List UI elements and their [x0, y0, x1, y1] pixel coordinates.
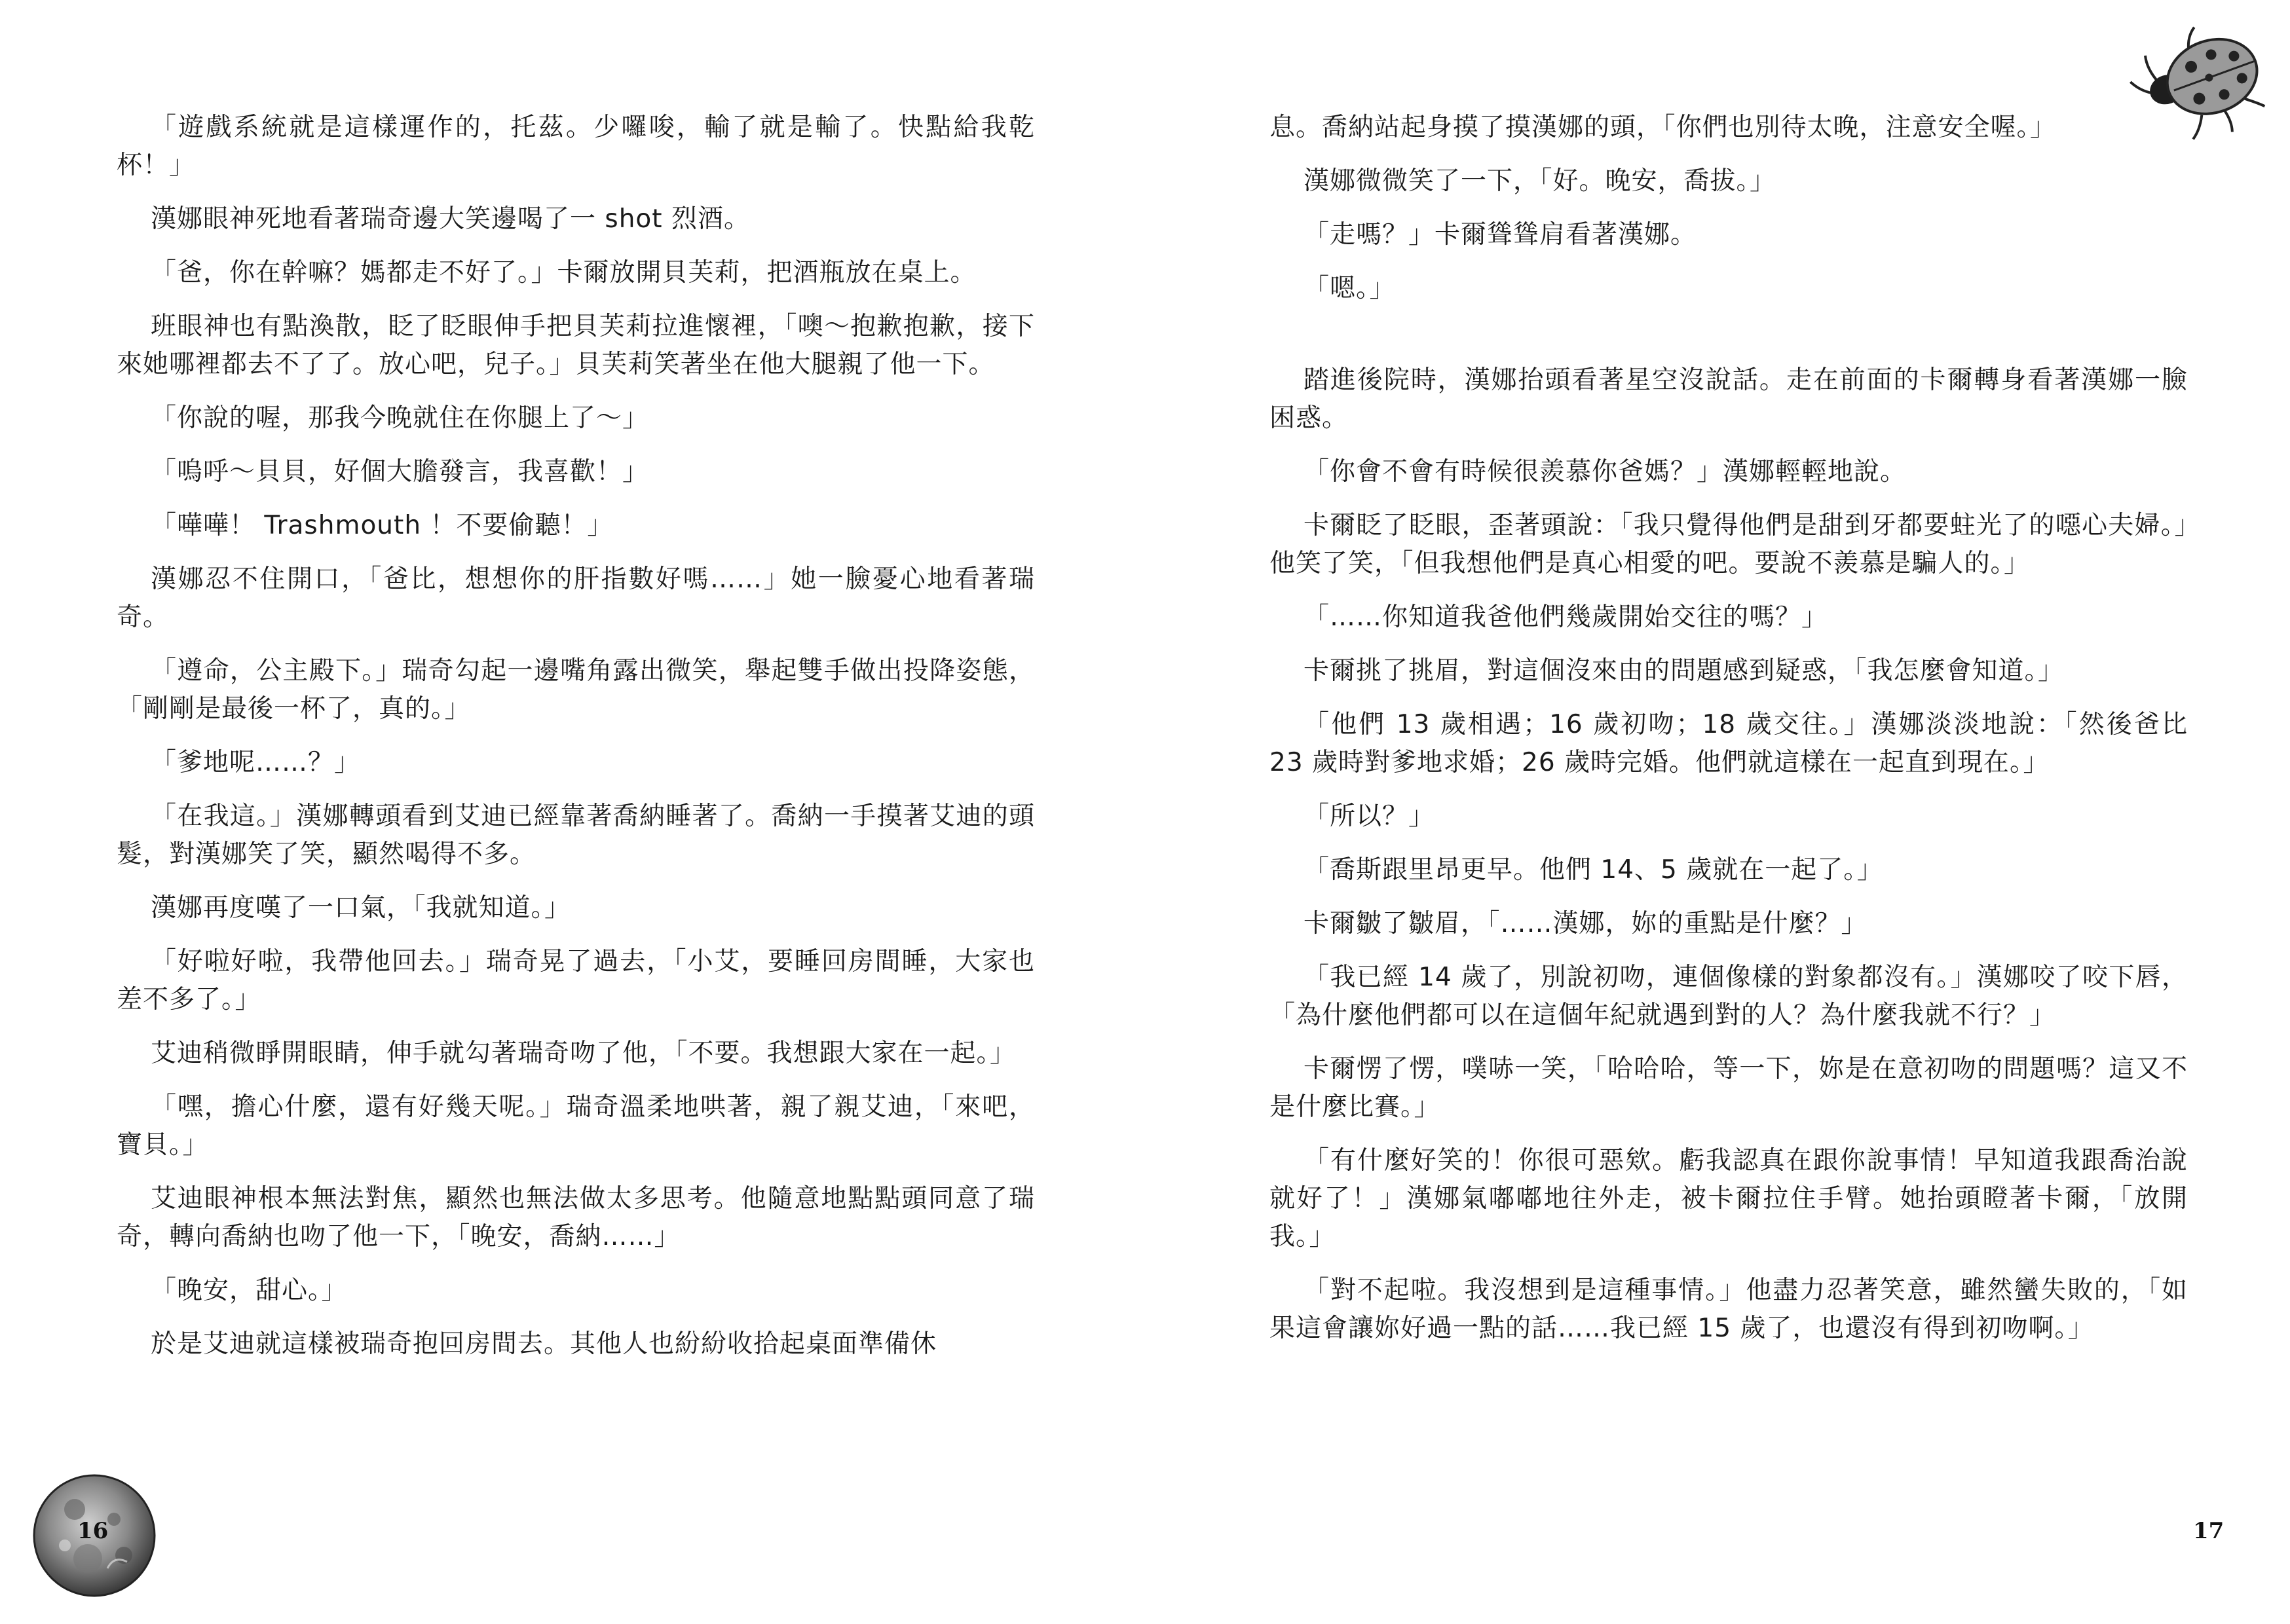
paragraph: 「在我這。」漢娜轉頭看到艾迪已經靠著喬納睡著了。喬納一手摸著艾迪的頭髮，對漢娜笑了笑，顯然喝得不多。	[117, 802, 1035, 869]
page-number-right: 17	[2193, 1518, 2224, 1544]
paragraph: 「好啦好啦，我帶他回去。」瑞奇晃了過去，「小艾，要睡回房間睡，大家也差不多了。」	[117, 947, 1035, 1014]
paragraph: 息。喬納站起身摸了摸漢娜的頭，「你們也別待太晚，注意安全喔。」	[1269, 113, 2057, 142]
paragraph: 漢娜忍不住開口，「爸比，想想你的肝指數好嗎……」她一臉憂心地看著瑞奇。	[117, 564, 1035, 632]
paragraph: 漢娜眼神死地看著瑞奇邊大笑邊喝了一 shot 烈酒。	[151, 204, 750, 234]
paragraph: 艾迪眼神根本無法對焦，顯然也無法做太多思考。他隨意地點點頭同意了瑞奇，轉向喬納也吻了他一下，「晚安，喬納……」	[117, 1184, 1035, 1251]
paragraph: 「他們 13 歲相遇；16 歲初吻；18 歲交往。」漢娜淡淡地說：「然後爸比 23 歲時對爹地求婚；26 歲時完婚。他們就這樣在一起直到現在。」	[1269, 710, 2188, 777]
paragraph: 「遊戲系統就是這樣運作的，托茲。少囉唆，輸了就是輸了。快點給我乾杯！」	[117, 113, 1035, 180]
paragraph: 「你說的喔，那我今晚就住在你腿上了～」	[151, 403, 649, 433]
paragraph: 卡爾眨了眨眼，歪著頭說：「我只覺得他們是甜到牙都要蛀光了的噁心夫婦。」他笑了笑，「但我想他們是真心相愛的吧。要說不羨慕是騙人的。」	[1269, 511, 2188, 578]
paragraph: 「你會不會有時候很羨慕你爸媽？」漢娜輕輕地說。	[1304, 457, 1907, 487]
left-page-text	[117, 109, 1035, 1379]
paragraph: 於是艾迪就這樣被瑞奇抱回房間去。其他人也紛紛收拾起桌面準備休	[151, 1329, 937, 1359]
paragraph: 踏進後院時，漢娜抬頭看著星空沒說話。走在前面的卡爾轉身看著漢娜一臉困惑。	[1269, 365, 2188, 433]
paragraph: 「遵命，公主殿下。」瑞奇勾起一邊嘴角露出微笑，舉起雙手做出投降姿態，「剛剛是最後一杯了，真的。」	[117, 656, 1035, 724]
right-page-text	[1269, 109, 2188, 1363]
paragraph: 「……你知道我爸他們幾歲開始交往的嗎？」	[1304, 602, 1828, 632]
paragraph: 漢娜再度嘆了一口氣，「我就知道。」	[151, 893, 571, 923]
paragraph: 「嘩嘩！ Trashmouth ！不要偷聽！」	[151, 511, 614, 540]
paragraph: 班眼神也有點渙散，眨了眨眼伸手把貝芙莉拉進懷裡，「噢～抱歉抱歉，接下來她哪裡都去不了了。放心吧，兒子。」貝芙莉笑著坐在他大腿親了他一下。	[117, 312, 1035, 379]
paragraph: 「喬斯跟里昂更早。他們 14、5 歲就在一起了。」	[1304, 855, 1883, 885]
paragraph: 「爸，你在幹嘛？媽都走不好了。」卡爾放開貝芙莉，把酒瓶放在桌上。	[151, 258, 977, 287]
paragraph: 卡爾挑了挑眉，對這個沒來由的問題感到疑惑，「我怎麼會知道。」	[1304, 656, 2065, 686]
paragraph: 「所以？」	[1304, 802, 1435, 831]
paragraph: 「有什麼好笑的！你很可惡欸。虧我認真在跟你說事情！早知道我跟喬治說就好了！」漢娜氣嘟嘟地往外走，被卡爾拉住手臂。她抬頭瞪著卡爾，「放開我。」	[1269, 1146, 2188, 1251]
paragraph: 漢娜微微笑了一下，「好。晚安，喬拔。」	[1304, 166, 1776, 196]
paragraph: 卡爾愣了愣，噗哧一笑，「哈哈哈，等一下，妳是在意初吻的問題嗎？這又不是什麼比賽。」	[1269, 1054, 2188, 1122]
paragraph: 「爹地呢……？」	[151, 748, 361, 777]
paragraph: 「嗚呼～貝貝，好個大膽發言，我喜歡！」	[151, 457, 649, 487]
paragraph: 「對不起啦。我沒想到是這種事情。」他盡力忍著笑意，雖然蠻失敗的，「如果這會讓妳好過一點的話……我已經 15 歲了，也還沒有得到初吻啊。」	[1269, 1276, 2188, 1343]
paragraph: 「晚安，甜心。」	[151, 1276, 348, 1305]
paragraph: 「我已經 14 歲了，別說初吻，連個像樣的對象都沒有。」漢娜咬了咬下唇，「為什麼他們都可以在這個年紀就遇到對的人？為什麼我就不行？」	[1269, 963, 2188, 1030]
paragraph: 「嗯。」	[1304, 274, 1396, 303]
page-number-left: 16	[77, 1518, 109, 1544]
paragraph: 艾迪稍微睜開眼睛，伸手就勾著瑞奇吻了他，「不要。我想跟大家在一起。」	[151, 1039, 1017, 1068]
right-page	[1145, 0, 2290, 1624]
paragraph: 「走嗎？」卡爾聳聳肩看著漢娜。	[1304, 220, 1697, 249]
paragraph: 「嘿，擔心什麼，還有好幾天呢。」瑞奇溫柔地哄著，親了親艾迪，「來吧，寶貝。」	[117, 1092, 1035, 1160]
paragraph: 卡爾皺了皺眉，「……漢娜，妳的重點是什麼？」	[1304, 909, 1868, 938]
